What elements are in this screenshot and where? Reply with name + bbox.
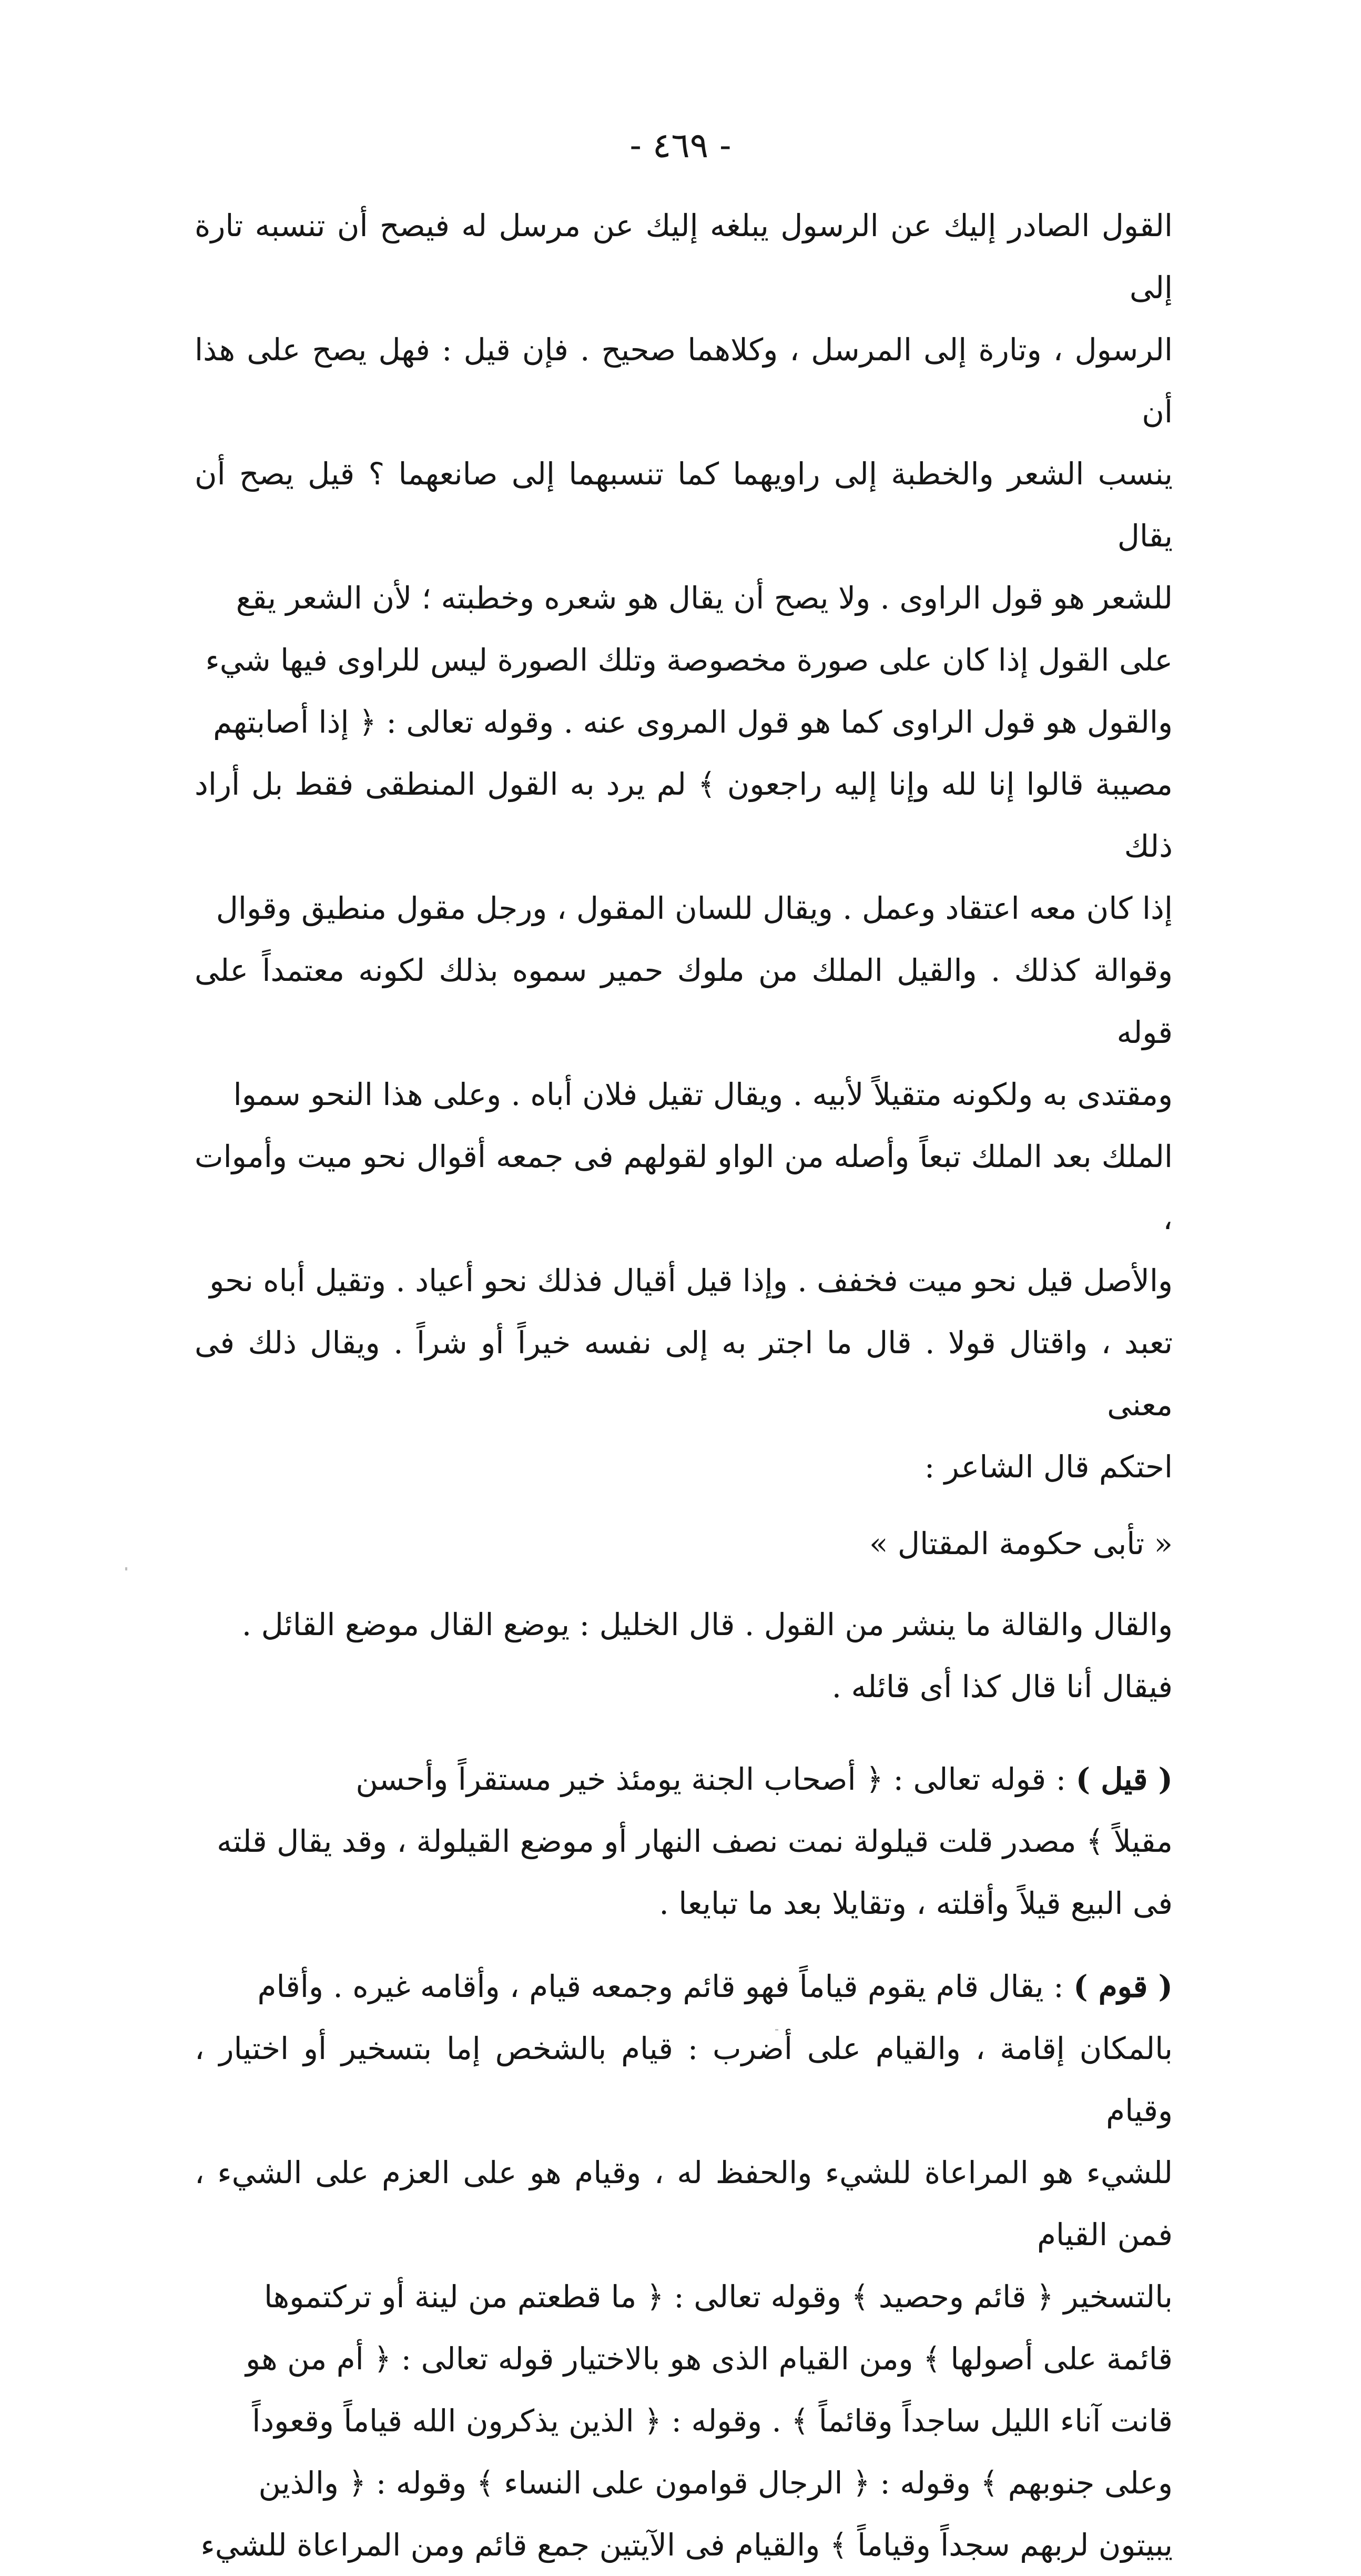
entry-heading-qawm: ( قوم ): [1073, 1969, 1173, 2004]
paragraph-qal-definition: والقال والقالة ما ينشر من القول . قال الخليل : يوضع القال موضع القائل . فيقال أنا قال كذا أى قائله .: [241, 1607, 1173, 1705]
main-text-block: [195, 195, 1173, 2576]
entry-heading-qil: ( قيل ): [1075, 1761, 1173, 1797]
entry-qil: [195, 1748, 1173, 1934]
paragraph-qawl-continued: القول الصادر إليك عن الرسول يبلغه إليك عن مرسل له فيصح أن تنسبه تارة إلى الرسول ، وتارة إلى المرسل ، وكلاهما صحيح . فإن قيل : فهل يصح على هذا أن ينسب الشعر والخطبة إلى راويهما كما تنسبهما إلى صانعهما ؟ قيل يصح أن يقال للشعر هو قول الراوى . ولا يصح أن يقال هو شعره وخطبته ؛ لأن الشعر يقع على القول إذا كان على صورة مخصوصة وتلك الصورة ليس للراوى فيها شيء والقول هو قول الراوى كما هو قول المروى عنه . وقوله تعالى : ﴿ إذا أصابتهم مصيبة قالوا إنا لله وإنا إليه راجعون ﴾ لم يرد به القول المنطقى فقط بل أراد ذلك إذا كان معه اعتقاد وعمل . ويقال للسان المقول ، ورجل مقول منطيق وقوال وقوالة كذلك . والقيل الملك من ملوك حمير سموه بذلك لكونه معتمداً على قوله ومقتدى به ولكونه متقيلاً لأبيه . ويقال تقيل فلان أباه . وعلى هذا النحو سموا الملك بعد الملك تبعاً وأصله من الواو لقولهم فى جمعه أقوال نحو ميت وأموات ، والأصل قيل نحو ميت فخفف . وإذا قيل أقيال فذلك نحو أعياد . وتقيل أباه نحو تعبد ، واقتال قولا . قال ما اجتر به إلى نفسه خيراً أو شراً . ويقال ذلك فى معنى احتكم قال الشاعر :: [195, 208, 1173, 1485]
scan-speck: [775, 2029, 778, 2031]
page-number: - ٤٦٩ -: [629, 125, 732, 166]
scan-speck: [125, 1567, 127, 1570]
entry-body-qil: : قوله تعالى : ﴿ أصحاب الجنة يومئذ خير مستقراً وأحسن مقيلاً ﴾ مصدر قلت قيلولة نمت نصف النهار أو موضع القيلولة ، وقد يقال قلته فى البيع قيلاً وأقلته ، وتقايلا بعد ما تبايعا .: [217, 1761, 1173, 1921]
entry-body-qawm: : يقال قام يقوم قياماً فهو قائم وجمعه قيام ، وأقامه غيره . وأقام بالمكان إقامة ، والقيام على أضرب : قيام بالشخص إما بتسخير أو اختيار ، وقيام للشيء هو المراعاة للشيء والحفظ له ، وقيام هو على العزم على الشيء ، فمن القيام بالتسخير ﴿ قائم وحصيد ﴾ وقوله تعالى : ﴿ ما قطعتم من لينة أو تركتموها قائمة على أصولها ﴾ ومن القيام الذى هو بالاختيار قوله تعالى : ﴿ أم من هو قانت آناء الليل ساجداً وقائماً ﴾ . وقوله : ﴿ الذين يذكرون الله قياماً وقعوداً وعلى جنوبهم ﴾ وقوله : ﴿ الرجال قوامون على النساء ﴾ وقوله : ﴿ والذين يبيتون لربهم سجداً وقياماً ﴾ والقيام فى الآيتين جمع قائم ومن المراعاة للشيء: [195, 1969, 1173, 2563]
entry-qawm: [195, 1955, 1173, 2576]
poetry-quote: « تأبى حكومة المقتال »: [869, 1526, 1173, 1561]
